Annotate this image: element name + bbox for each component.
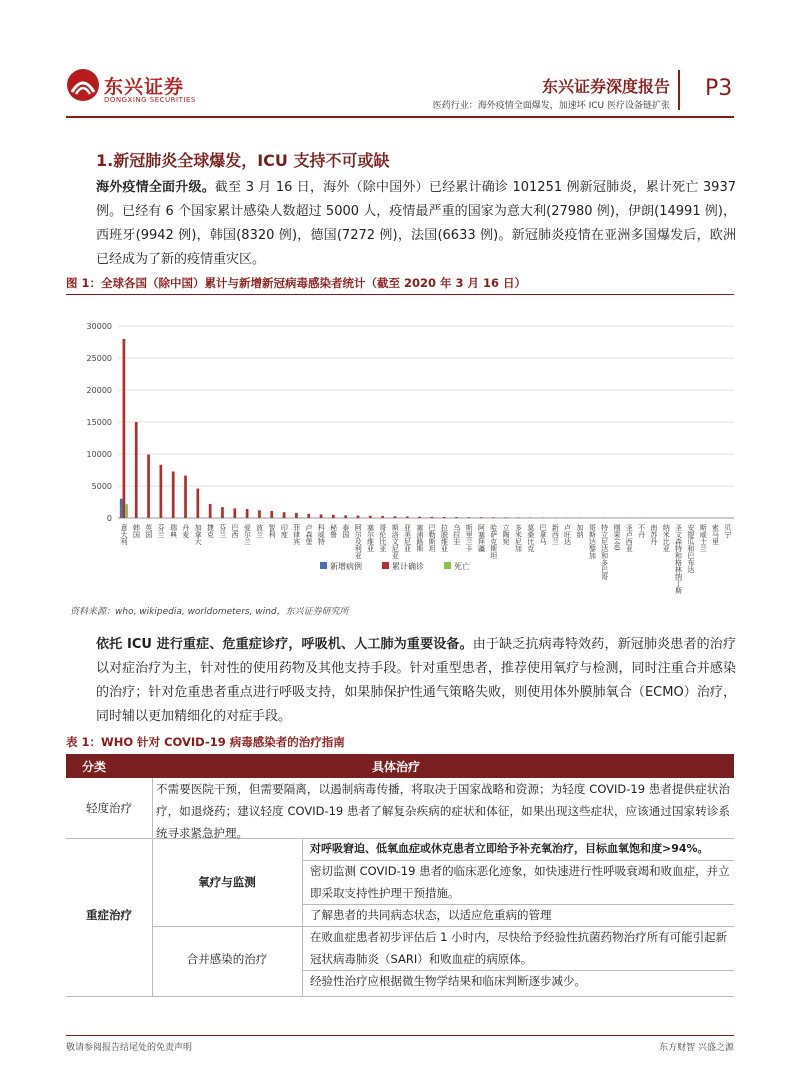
x-tick-label: 加拿大 [194, 524, 203, 545]
logo-icon [66, 68, 100, 102]
bar-累计确诊 [381, 516, 384, 518]
bar-累计确诊 [344, 515, 347, 518]
col-divider [302, 838, 303, 996]
bar-累计确诊 [492, 517, 495, 518]
x-tick-label: 刚果(金) [612, 524, 621, 551]
bar-死亡 [125, 504, 128, 518]
y-tick-label: 0 [106, 514, 112, 523]
x-tick-label: 塞浦路斯 [415, 524, 424, 552]
infection-text-2: 经验性治疗应根据微生物学结果和临床判断逐步减少。 [310, 974, 586, 988]
table-header [66, 754, 734, 778]
x-tick-label: 阿塞拜疆 [477, 524, 486, 552]
x-tick-label: 塞尔维亚 [366, 524, 375, 552]
x-tick-label: 卢旺达 [563, 524, 572, 545]
x-tick-label: 意大利 [120, 524, 129, 545]
bar-累计确诊 [135, 422, 138, 518]
legend-swatch [444, 562, 451, 569]
bar-累计确诊 [332, 515, 335, 518]
y-tick-label: 30000 [86, 322, 112, 331]
bar-累计确诊 [196, 489, 199, 518]
x-tick-label: 拉脱维亚 [440, 524, 449, 552]
mild-treatment-text: 不需要医院干预，但需要隔离，以遏制病毒传播，将取决于国家战略和资源；为轻度 COVID-19 患者提供症状治疗，如退烧药；建议轻度 COVID-19 患者了解复杂疾病的症状和体征，如果出现这些症状，应该通过国家转诊系统寻求紧急护理。 [156, 782, 730, 840]
section-title: 1.新冠肺炎全球爆发，ICU 支持不可或缺 [96, 151, 390, 170]
x-tick-label: 芬兰 [157, 524, 166, 538]
x-tick-label: 泰国 [341, 524, 350, 538]
bar-累计确诊 [480, 517, 483, 518]
x-tick-label: 丹麦 [181, 524, 190, 538]
x-tick-label: 索马里 [711, 524, 720, 545]
bar-累计确诊 [418, 517, 421, 518]
bar-累计确诊 [270, 511, 273, 518]
report-subtitle: 医药行业：海外疫情全面爆发，加速坏 ICU 医疗设备链扩张 [432, 101, 670, 111]
y-tick-label: 25000 [86, 354, 112, 363]
logo-text: 东兴证券 [104, 76, 185, 98]
x-tick-label: 捷克 [206, 524, 215, 538]
x-tick-label: 科威特 [317, 524, 326, 545]
x-tick-label: 特立尼达和多巴哥 [600, 524, 609, 580]
x-tick-label: 智利 [268, 524, 276, 538]
bar-累计确诊 [455, 517, 458, 518]
bar-累计确诊 [357, 516, 360, 518]
x-tick-label: 不丹 [637, 524, 646, 538]
x-tick-label: 圣文森特和格林纳丁斯 [674, 524, 683, 594]
bar-累计确诊 [504, 517, 507, 518]
bar-累计确诊 [123, 339, 126, 518]
bar-累计确诊 [221, 507, 224, 518]
bar-新增病例 [120, 499, 123, 518]
paragraph-lead: 海外疫情全面升级。 [96, 180, 215, 195]
bar-累计确诊 [184, 476, 187, 518]
header-divider [678, 70, 680, 110]
x-tick-label: 南苏丹 [649, 524, 658, 545]
sub-label-infection: 合并感染的治疗 [186, 952, 268, 966]
footer-slogan: 东方财智 兴盛之源 [659, 1043, 734, 1053]
figure-caption: 图 1：全球各国（除中国）累计与新增新冠病毒感染者统计（截至 2020 年 3 月 16 日） [66, 276, 527, 290]
y-tick-label: 20000 [86, 386, 112, 395]
x-tick-label: 亚美尼亚 [403, 524, 412, 552]
x-tick-label: 多米尼加 [514, 524, 523, 552]
bar-累计确诊 [172, 471, 175, 518]
legend-label: 累计确诊 [392, 562, 424, 571]
bar-累计确诊 [258, 510, 261, 518]
x-tick-label: 瑞典 [169, 524, 178, 538]
legend-swatch [320, 562, 327, 569]
treatment-table-body [66, 778, 734, 1018]
page-number: P3 [705, 76, 733, 101]
bar-累计确诊 [431, 517, 434, 518]
row-label-mild: 轻度治疗 [86, 801, 132, 815]
bar-累计确诊 [160, 465, 163, 518]
x-tick-label: 卢森堡 [304, 524, 313, 545]
bar-累计确诊 [369, 516, 372, 518]
oxygen-text-1: 对呼吸窘迫、低氧血症或休克患者立即给予补充氧治疗，目标血氧饱和度>94%。 [310, 842, 709, 855]
logo-subtext: DONGXING SECURITIES [104, 96, 196, 104]
bar-累计确诊 [443, 517, 446, 518]
x-tick-label: 英国 [144, 524, 153, 538]
legend-swatch [382, 562, 389, 569]
infection-text-1: 在败血症患者初步评估后 1 小时内，尽快给予经验性抗菌药物治疗所有可能引起新冠状病毒肺炎（SARI）和败血症的病原体。 [310, 930, 728, 966]
bar-累计确诊 [307, 514, 310, 518]
x-tick-label: 芬兰 [218, 524, 227, 538]
y-tick-label: 15000 [86, 418, 112, 427]
table-caption: 表 1：WHO 针对 COVID-19 病毒感染者的治疗指南 [66, 735, 345, 749]
bar-累计确诊 [209, 504, 212, 518]
x-tick-label: 巴拿马 [539, 524, 548, 545]
table-header-category: 分类 [82, 760, 107, 774]
oxygen-text-3: 了解患者的共同病态状态，以适应危重病的管理 [310, 908, 552, 922]
x-tick-label: 莫桑比克 [526, 524, 535, 552]
x-tick-label: 斯洛文尼亚 [391, 524, 400, 559]
bar-累计确诊 [320, 514, 323, 518]
x-tick-label: 纳米比亚 [662, 524, 671, 552]
bar-累计确诊 [295, 513, 298, 518]
bar-累计确诊 [246, 509, 249, 518]
x-tick-label: 新西兰 [551, 524, 560, 545]
x-tick-label: 斯里兰卡 [465, 524, 474, 552]
legend-label: 新增病例 [330, 562, 362, 571]
x-tick-label: 巴勒斯坦 [428, 524, 437, 552]
x-tick-label: 韩国 [132, 524, 141, 538]
x-tick-label: 斯威士兰 [699, 524, 708, 552]
paragraph-lead: 依托 ICU 进行重症、危重症诊疗，呼吸机、人工肺为重要设备。 [96, 637, 473, 652]
paragraph-body: 由于缺乏抗病毒特效药，新冠肺炎患者的治疗以对症治疗为主，针对性的使用药物及其他支持手段。针对重型患者，推荐使用氧疗与检测，同时注重合并感染的治疗；针对危重患者重点进行呼吸支持，如果肺保护性通气策略失败，则使用体外膜肺氧合（ECMO）治疗，同时辅以更加精细化的对症手段。 [96, 637, 736, 724]
x-tick-label: 哈萨克斯坦 [489, 524, 498, 559]
x-tick-label: 菲律宾 [292, 524, 301, 545]
x-tick-label: 立陶宛 [502, 524, 511, 545]
figure-rule [66, 294, 734, 295]
x-tick-label: 阿尔及利亚 [354, 524, 363, 559]
x-tick-label: 哥斯达黎加 [588, 524, 597, 559]
footer-rule [66, 1035, 734, 1036]
bar-累计确诊 [517, 517, 520, 518]
row-label-severe: 重症治疗 [86, 908, 132, 922]
x-tick-label: 爱尔兰 [243, 524, 252, 545]
x-tick-label: 加纳 [576, 524, 584, 538]
bar-累计确诊 [233, 508, 236, 518]
x-tick-label: 巴西 [231, 524, 240, 538]
sub-label-oxygen: 氧疗与监测 [198, 875, 256, 889]
bar-累计确诊 [394, 516, 397, 518]
x-tick-label: 贝宁 [723, 524, 732, 538]
report-title: 东兴证券深度报告 [541, 77, 670, 96]
bar-累计确诊 [283, 512, 286, 518]
table-header-treatment: 具体治疗 [372, 760, 421, 774]
bar-累计确诊 [468, 517, 471, 518]
paragraph-outbreak [96, 176, 736, 272]
paragraph-body: 截至 3 月 16 日，海外（除中国外）已经累计确诊 101251 例新冠肺炎，累计死亡 3937 例。已经有 6 个国家累计感染人数超过 5000 人，疫情最严重的国家为意大利(27980 例)，伊朗(14991 例)，西班牙(9942 例)，韩国(8320 例)，德国(7272 例)，法国(6633 例)。新冠肺炎疫情在亚洲多国爆发后，欧洲已经成为了新的疫情重灾区。 [96, 180, 736, 267]
oxygen-text-2: 密切监测 COVID-19 患者的临床恶化迹象，如快速进行性呼吸衰竭和败血症，并立即采取支持性护理干预措施。 [310, 864, 730, 900]
figure-source: 资料来源：who, wikipedia, worldometers, wind，东兴证券研究所 [70, 607, 349, 617]
x-tick-label: 圣卢西亚 [625, 524, 634, 552]
y-tick-label: 5000 [91, 482, 112, 491]
y-tick-label: 10000 [86, 450, 112, 459]
paragraph-icu [96, 633, 736, 729]
x-tick-label: 哥伦比亚 [378, 524, 387, 552]
x-tick-label: 印度 [280, 524, 289, 538]
footer-disclaimer: 敬请参阅报告结尾处的免责声明 [66, 1043, 193, 1053]
bar-chart [70, 300, 740, 600]
bar-累计确诊 [147, 455, 150, 518]
x-tick-label: 乌拉圭 [452, 524, 461, 545]
header-rule [66, 116, 734, 118]
bar-累计确诊 [406, 516, 409, 518]
x-tick-label: 秘鲁 [329, 524, 338, 538]
legend-label: 死亡 [454, 562, 470, 571]
x-tick-label: 安提瓜和巴布达 [686, 524, 695, 573]
row-divider [66, 996, 734, 997]
x-tick-label: 波兰 [255, 524, 264, 538]
